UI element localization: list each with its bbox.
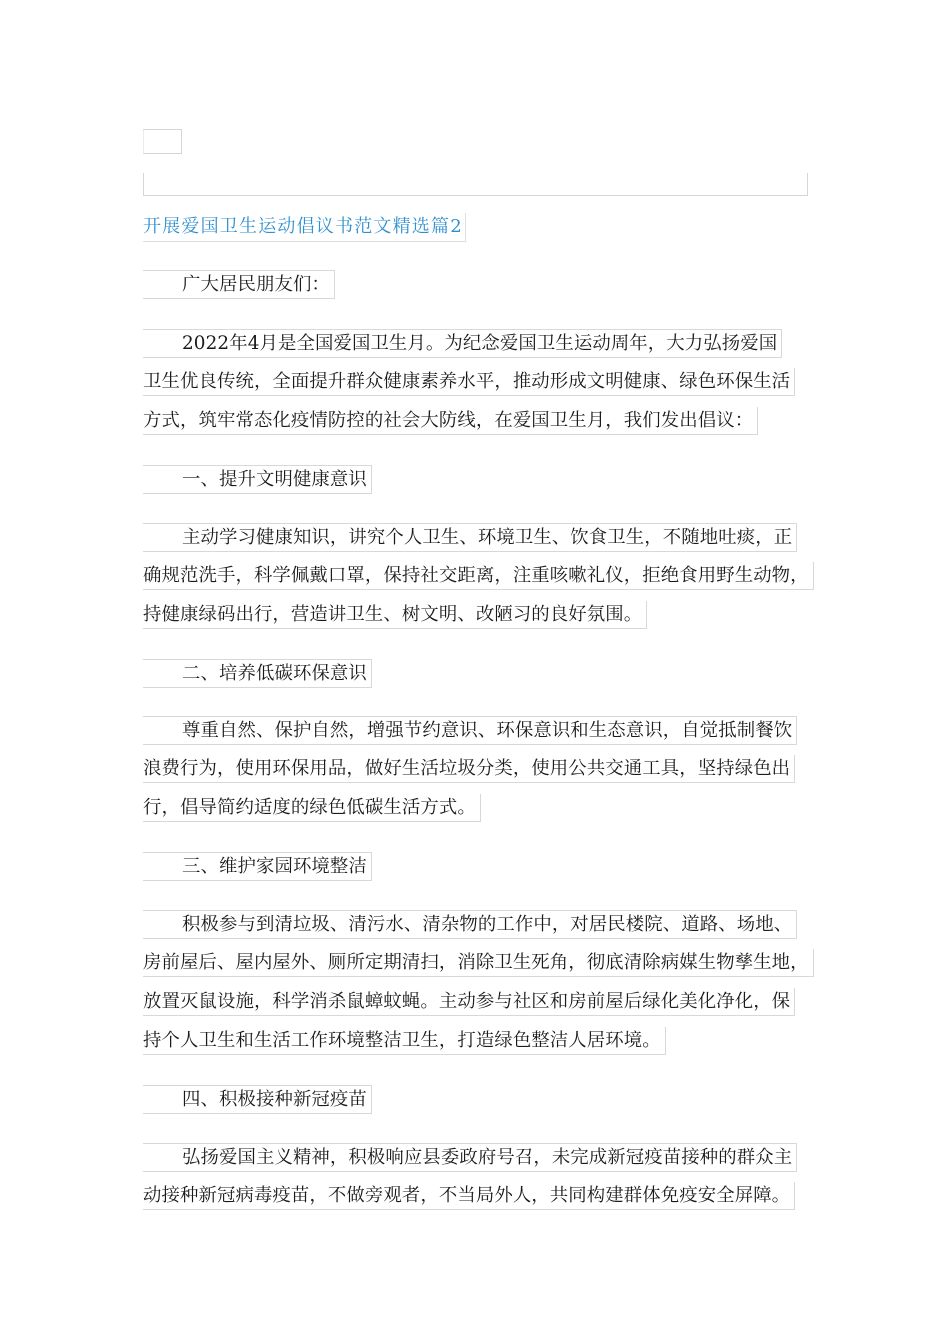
section-4-heading: 四、积极接种新冠疫苗	[143, 1085, 372, 1114]
section-3-heading: 三、维护家园环境整洁	[143, 852, 372, 881]
section-4-line-2: 动接种新冠病毒疫苗，不做旁观者，不当局外人，共同构建群体免疫安全屏障。	[143, 1182, 795, 1210]
section-3-line-4: 持个人卫生和生活工作环境整洁卫生，打造绿色整洁人居环境。	[143, 1027, 666, 1055]
section-1-line-1: 主动学习健康知识，讲究个人卫生、环境卫生、饮食卫生，不随地吐痰，正	[143, 523, 797, 552]
empty-row-box	[143, 173, 808, 196]
section-1-line-2: 确规范洗手，科学佩戴口罩，保持社交距离，注重咳嗽礼仪，拒绝食用野生动物，	[143, 562, 814, 590]
section-3-line-1: 积极参与到清垃圾、清污水、清杂物的工作中，对居民楼院、道路、场地、	[143, 910, 797, 939]
section-1-line-3: 持健康绿码出行，营造讲卫生、树文明、改陋习的良好氛围。	[143, 601, 647, 629]
section-3-line-3: 放置灭鼠设施，科学消杀鼠蟑蚊蝇。主动参与社区和房前屋后绿化美化净化，保	[143, 988, 795, 1016]
section-2-line-2: 浪费行为，使用环保用品，做好生活垃圾分类，使用公共交通工具，坚持绿色出	[143, 755, 795, 783]
empty-cell-box	[143, 129, 182, 154]
section-3-line-2: 房前屋后、屋内屋外、厕所定期清扫，消除卫生死角，彻底清除病媒生物孳生地，	[143, 949, 814, 977]
greeting: 广大居民朋友们：	[143, 270, 335, 299]
intro-line-1: 2022年4月是全国爱国卫生月。为纪念爱国卫生运动周年，大力弘扬爱国	[143, 329, 782, 358]
section-2-line-1: 尊重自然、保护自然，增强节约意识、环保意识和生态意识，自觉抵制餐饮	[143, 716, 797, 745]
intro-line-2: 卫生优良传统，全面提升群众健康素养水平，推动形成文明健康、绿色环保生活	[143, 368, 795, 396]
section-4-line-1: 弘扬爱国主义精神，积极响应县委政府号召，未完成新冠疫苗接种的群众主	[143, 1143, 797, 1172]
section-2-heading: 二、培养低碳环保意识	[143, 659, 372, 688]
document-title: 开展爱国卫生运动倡议书范文精选篇2	[143, 213, 466, 242]
section-1-heading: 一、提升文明健康意识	[143, 465, 372, 494]
intro-line-3: 方式，筑牢常态化疫情防控的社会大防线，在爱国卫生月，我们发出倡议：	[143, 407, 758, 435]
section-2-line-3: 行，倡导简约适度的绿色低碳生活方式。	[143, 794, 481, 822]
